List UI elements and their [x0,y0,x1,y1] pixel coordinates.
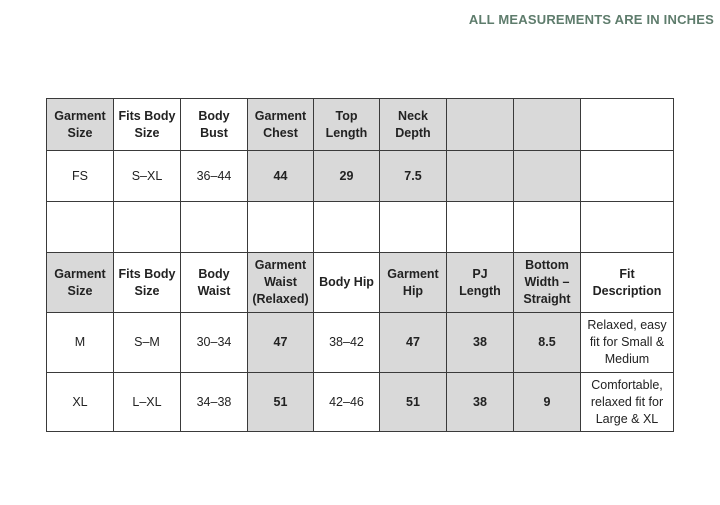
empty-cell [581,202,674,253]
bottom-header-row [47,253,674,313]
fit-description-cell: Comfortable, relaxed fit for Large & XL [581,373,674,432]
empty-cell [248,202,314,253]
empty-cell [581,151,674,202]
top-header-row [47,99,674,151]
header-cell: Garment Chest [248,99,314,151]
fit-description-cell: Relaxed, easy fit for Small & Medium [581,313,674,373]
table-cell: 29 [314,151,380,202]
table-cell: XL [47,373,114,432]
table-cell: 9 [514,373,581,432]
empty-cell [514,99,581,151]
empty-cell [447,202,514,253]
empty-cell [514,202,581,253]
header-cell: Body Bust [181,99,248,151]
header-cell: Garment Hip [380,253,447,313]
table-cell: 47 [248,313,314,373]
header-cell: Garment Size [47,253,114,313]
empty-cell [514,151,581,202]
table-cell: 8.5 [514,313,581,373]
header-cell: Bottom Width – Straight [514,253,581,313]
table-cell: 51 [380,373,447,432]
table-cell: S–M [114,313,181,373]
table-cell: 36–44 [181,151,248,202]
table-cell: 38 [447,373,514,432]
header-cell: Garment Size [47,99,114,151]
header-cell: PJ Length [447,253,514,313]
size-chart-table [46,98,674,432]
empty-cell [314,202,380,253]
table-cell: 30–34 [181,313,248,373]
header-cell: Body Hip [314,253,380,313]
header-cell: Fits Body Size [114,253,181,313]
table-row [47,313,674,373]
table-cell: 44 [248,151,314,202]
header-cell: Body Waist [181,253,248,313]
table-cell: M [47,313,114,373]
empty-cell [380,202,447,253]
table-row [47,373,674,432]
table-cell: S–XL [114,151,181,202]
table-cell: 7.5 [380,151,447,202]
header-cell: Top Length [314,99,380,151]
header-cell: Garment Waist (Relaxed) [248,253,314,313]
header-cell: Fit Description [581,253,674,313]
empty-cell [447,99,514,151]
table-cell: 42–46 [314,373,380,432]
table-cell: FS [47,151,114,202]
table-cell: 51 [248,373,314,432]
empty-cell [581,99,674,151]
empty-cell [447,151,514,202]
empty-cell [114,202,181,253]
table-cell: 38–42 [314,313,380,373]
table-cell: 38 [447,313,514,373]
header-cell: Fits Body Size [114,99,181,151]
table-row [47,151,674,202]
table-cell: 34–38 [181,373,248,432]
header-cell: Neck Depth [380,99,447,151]
table-cell: L–XL [114,373,181,432]
spacer-row [47,202,674,253]
units-note: ALL MEASUREMENTS ARE IN INCHES [468,12,714,27]
table-cell: 47 [380,313,447,373]
empty-cell [181,202,248,253]
empty-cell [47,202,114,253]
